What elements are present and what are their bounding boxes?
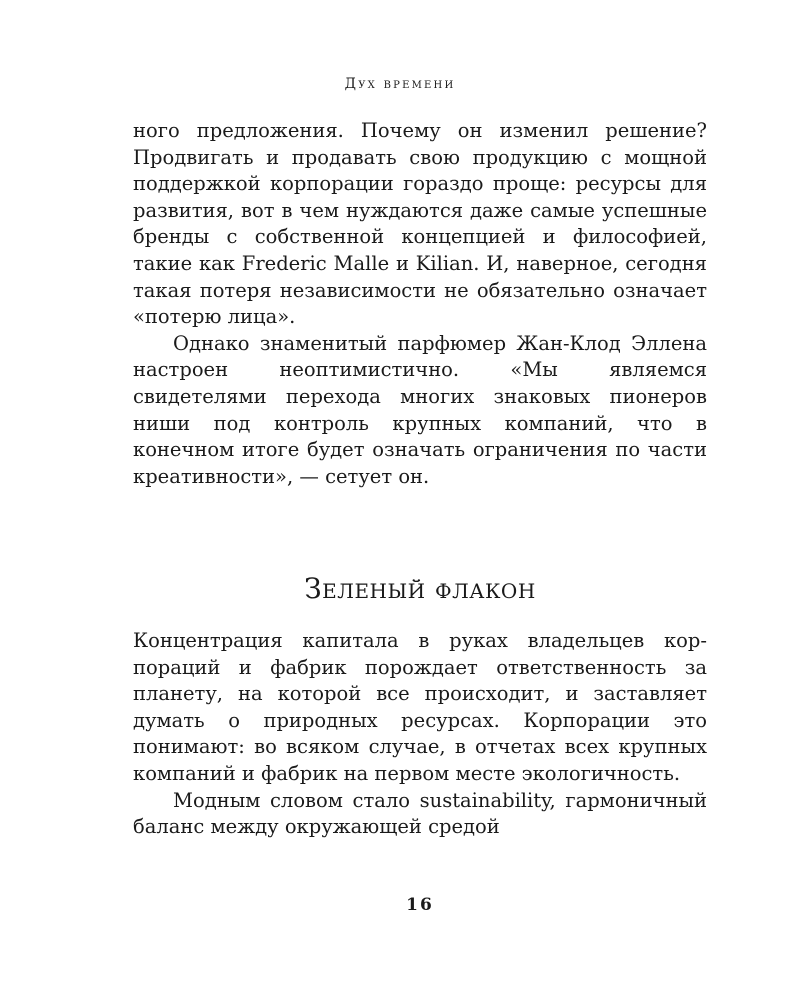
paragraph-sustainability: Модным словом стало sustainability, гармоничный баланс между окружающей средой: [133, 788, 707, 839]
section-title: Зеленый флакон: [304, 572, 536, 605]
paragraph-capital: Концентрация капитала в руках владельцев корпораций и фабрик порождает ответственность за планету, на которой все происходит, и заставляет думать о природных ресурсах. Корпорации это понимают: во всяком случае, в отчетах всех крупных компаний и фабрик на первом месте экологичность.: [133, 629, 707, 785]
paragraph-continued: ного предложения. Почему он изменил решение? Продвигать и продавать свою продукцию с мощной поддержкой корпорации гораздо проще: ресурсы для развития, вот в чем нуждаются даже самые успешные бренды с собственной концепцией и философией, такие как Frederic Malle и Kilian. И, наверное, сегодня такая потеря независимости не обязательно означает «потерю лица».: [133, 119, 707, 329]
text-block-section: [133, 628, 707, 841]
paragraph-ellena-quote: Однако знаменитый парфюмер Жан-Клод Эллена настроен неоптимистично. «Мы являемся свидетелями перехода многих знаковых пионеров ниши под контроль крупных компаний, что в конечном итоге будет означать ограничения по части креативности», — сетует он.: [133, 331, 707, 488]
text-block-continued: [133, 118, 707, 490]
page-number: 16: [406, 895, 434, 915]
running-head: Дух времени: [344, 76, 456, 92]
